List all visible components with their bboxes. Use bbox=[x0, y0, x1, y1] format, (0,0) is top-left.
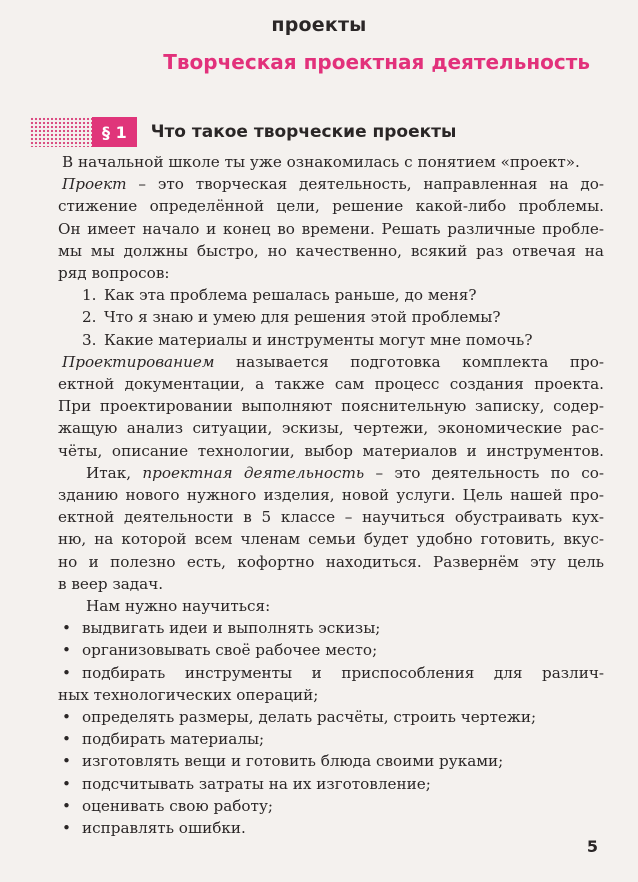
text-span: Итак, bbox=[86, 463, 143, 482]
body-text bbox=[58, 151, 604, 839]
list-text: исправлять ошибки. bbox=[82, 819, 246, 838]
paragraph-line: ектной деятельности в 5 классе – научиться обустраивать кух- bbox=[58, 508, 604, 527]
text-span: называется подготовка комплекта про- bbox=[214, 352, 604, 371]
list-text: Какие материалы и инструменты могут мне помочь? bbox=[104, 330, 533, 349]
list-number: 1. bbox=[82, 286, 97, 305]
list-text: подбирать инструменты и приспособления для различ- bbox=[82, 663, 604, 682]
list-item bbox=[58, 306, 604, 328]
list-text: подбирать материалы; bbox=[82, 730, 265, 749]
chapter-title: Творческая проектная деятельность bbox=[163, 50, 590, 74]
list-number: 2. bbox=[82, 308, 97, 327]
list-item bbox=[58, 795, 604, 817]
list-item bbox=[58, 773, 604, 795]
paragraph-line: зданию нового нужного изделия, новой услуги. Цель нашей про- bbox=[58, 486, 604, 505]
bullet-icon: • bbox=[62, 708, 71, 727]
list-text: Что я знаю и умею для решения этой проблемы? bbox=[104, 308, 501, 327]
page-number: 5 bbox=[586, 837, 598, 856]
paragraph-line: в веер задач. bbox=[58, 574, 164, 593]
paragraph-need-to-learn: Нам нужно научиться: bbox=[86, 597, 271, 616]
list-item bbox=[58, 817, 604, 839]
list-text: организовывать своё рабочее место; bbox=[82, 641, 378, 660]
paragraph-line: мы мы должны быстро, но качественно, всякий раз отвечая на bbox=[58, 241, 604, 260]
list-text: выдвигать идеи и выполнять эскизы; bbox=[82, 619, 381, 638]
list-item bbox=[58, 706, 604, 728]
term-design: Проектированием bbox=[62, 352, 215, 371]
list-item bbox=[58, 750, 604, 772]
questions-list bbox=[58, 284, 604, 351]
paragraph-line: стижение определённой цели, решение какой-либо проблемы. bbox=[58, 197, 604, 216]
dot-pattern-decoration bbox=[30, 117, 92, 147]
paragraph-activity-line bbox=[58, 462, 604, 484]
paragraph-design-line bbox=[58, 351, 604, 373]
bullet-icon: • bbox=[62, 774, 71, 793]
paragraph-project-line bbox=[58, 173, 604, 195]
bullet-icon: • bbox=[62, 663, 71, 682]
section-heading bbox=[30, 117, 456, 147]
bullet-icon: • bbox=[62, 752, 71, 771]
paragraph-line: ню, на которой всем членам семьи будет удобно готовить, вкус- bbox=[58, 530, 604, 549]
list-item bbox=[58, 662, 604, 684]
paragraph-line: жащую анализ ситуации, эскизы, чертежи, экономические рас- bbox=[58, 419, 604, 438]
paragraph-line: При проектировании выполняют пояснительную записку, содер- bbox=[58, 397, 604, 416]
paragraph-line: но и полезно есть, кофортно находиться. Развернём эту цель bbox=[58, 552, 604, 571]
skills-list bbox=[58, 617, 604, 839]
bullet-icon: • bbox=[62, 819, 71, 838]
list-text: определять размеры, делать расчёты, строить чертежи; bbox=[82, 708, 537, 727]
paragraph-line: чёты, описание технологии, выбор материалов и инструментов. bbox=[58, 441, 604, 460]
text-span: – это деятельность по со- bbox=[364, 463, 604, 482]
section-title: Что такое творческие проекты bbox=[150, 122, 457, 142]
list-number: 3. bbox=[82, 330, 97, 349]
paragraph-line: ектной документации, а также сам процесс создания проекта. bbox=[58, 375, 604, 394]
section-badge: § 1 bbox=[92, 117, 137, 147]
running-head: проекты bbox=[271, 14, 367, 36]
bullet-icon: • bbox=[62, 641, 71, 660]
text-span: – это творческая деятельность, направленная на до- bbox=[126, 175, 604, 194]
bullet-icon: • bbox=[62, 619, 71, 638]
list-text: оценивать свою работу; bbox=[82, 796, 274, 815]
bullet-icon: • bbox=[62, 730, 71, 749]
list-item bbox=[58, 639, 604, 661]
list-text: подсчитывать затраты на их изготовление; bbox=[82, 774, 431, 793]
bullet-icon: • bbox=[62, 796, 71, 815]
paragraph-intro: В начальной школе ты уже ознакомилась с понятием «проект». bbox=[62, 153, 580, 171]
paragraph-line: ряд вопросов: bbox=[58, 264, 170, 283]
list-text: Как эта проблема решалась раньше, до меня? bbox=[104, 286, 477, 305]
list-item bbox=[58, 728, 604, 750]
list-item-continuation: ных технологических операций; bbox=[58, 685, 319, 704]
term-project: Проект bbox=[62, 175, 127, 194]
list-text: изготовлять вещи и готовить блюда своими руками; bbox=[82, 752, 504, 771]
list-item bbox=[58, 329, 604, 351]
list-item bbox=[58, 284, 604, 306]
paragraph-line: Он имеет начало и конец во времени. Решать различные пробле- bbox=[58, 219, 604, 238]
term-project-activity: проектная деятельность bbox=[142, 463, 365, 482]
list-item bbox=[58, 617, 604, 639]
